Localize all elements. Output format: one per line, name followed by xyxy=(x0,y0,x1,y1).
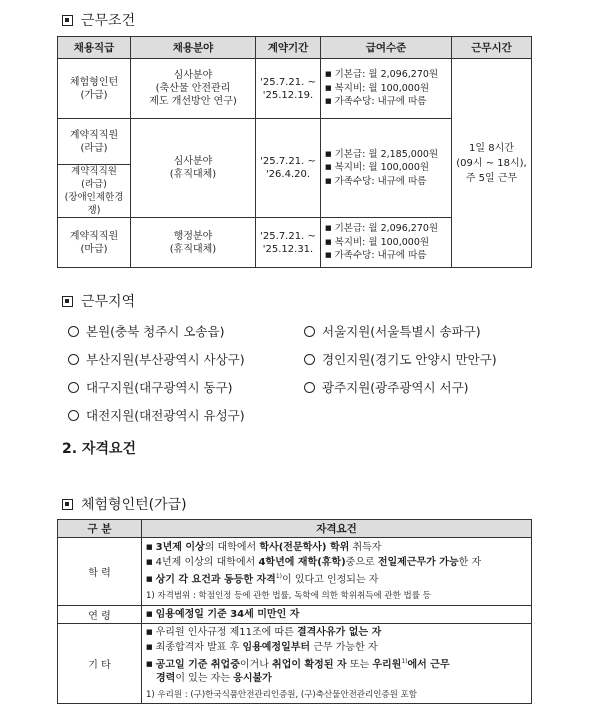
req-line: ■ 최종합격자 발표 후 임용예정일부터 근무 가능한 자 xyxy=(146,640,528,655)
label-education: 학 력 xyxy=(58,538,142,606)
square-bullet-icon xyxy=(62,15,73,26)
section-title: 근무조건 xyxy=(81,13,136,29)
pay-line: ■ 가족수당: 내규에 따름 xyxy=(325,95,448,109)
cell-period: '25.7.21. ~ '25.12.19. xyxy=(256,59,321,119)
pay-line: ■ 기본급: 월 2,096,270원 xyxy=(325,222,448,236)
education-footnote: 1) 자격범위 : 학점인정 등에 관한 법률, 독학에 의한 학위취득에 관한 법률 등 xyxy=(146,591,431,602)
region-item: 경인지원(경기도 안양시 만안구) xyxy=(304,350,497,368)
work-conditions-table xyxy=(57,36,532,268)
req-line: ■ 3년제 이상의 대학에서 학사(전문학사) 학위 취득자 xyxy=(146,540,528,555)
region-item: 서울지원(서울특별시 송파구) xyxy=(304,322,481,340)
cell-period: '25.7.21. ~ '26.4.20. xyxy=(256,119,321,218)
qualification-heading: 2. 자격요건 xyxy=(62,441,137,457)
label-etc: 기 타 xyxy=(58,624,142,704)
circle-bullet-icon xyxy=(304,382,315,393)
circle-bullet-icon xyxy=(304,326,315,337)
pay-line: ■ 기본급: 월 2,096,270원 xyxy=(325,68,448,82)
section-work-region xyxy=(62,291,135,311)
section-title: 체험형인턴(가급) xyxy=(81,497,187,513)
pay-line: ■ 기본급: 월 2,185,000원 xyxy=(325,148,448,162)
th-field: 채용분야 xyxy=(131,37,256,59)
cell-pay xyxy=(321,59,452,119)
section-title: 근무지역 xyxy=(81,294,136,310)
th-requirement: 자격요건 xyxy=(142,520,532,538)
th-period: 계약기간 xyxy=(256,37,321,59)
circle-bullet-icon xyxy=(304,354,315,365)
cell-rank: 계약직직원 (라급) xyxy=(58,119,131,165)
req-line: ■ 우리원 인사규정 제11조에 따른 결격사유가 없는 자 xyxy=(146,625,528,640)
circle-bullet-icon xyxy=(68,326,79,337)
cell-field: 행정분야 (휴직대체) xyxy=(131,218,256,268)
square-bullet-icon xyxy=(62,296,73,307)
circle-bullet-icon xyxy=(68,382,79,393)
section-intern xyxy=(62,494,187,514)
section-work-conditions xyxy=(62,10,135,30)
circle-bullet-icon xyxy=(68,354,79,365)
cell-pay xyxy=(321,218,452,268)
cell-hours: 1일 8시간 (09시 ~ 18시), 주 5일 근무 xyxy=(452,59,532,268)
qualification-table xyxy=(57,519,532,704)
cell-period: '25.7.21. ~ '25.12.31. xyxy=(256,218,321,268)
th-pay: 급여수준 xyxy=(321,37,452,59)
age-requirement: ■ 임용예정일 기준 34세 미만인 자 xyxy=(142,606,532,624)
th-hours: 근무시간 xyxy=(452,37,532,59)
circle-bullet-icon xyxy=(68,410,79,421)
pay-line: ■ 가족수당: 내규에 따름 xyxy=(325,175,448,189)
region-item: 대구지원(대구광역시 동구) xyxy=(68,378,233,396)
cell-pay xyxy=(321,119,452,218)
pay-line: ■ 복지비: 월 100,000원 xyxy=(325,82,448,96)
th-rank: 채용직급 xyxy=(58,37,131,59)
req-line: ■ 4년제 이상의 대학에서 4학년에 재학(휴학)중으로 전일제근무가 가능한 자 xyxy=(146,555,528,570)
cell-field: 심사분야 (축산물 안전관리 제도 개선방안 연구) xyxy=(131,59,256,119)
th-category: 구 분 xyxy=(58,520,142,538)
education-requirements xyxy=(142,538,532,606)
req-line-cont: 경력이 있는 자는 응시불가 xyxy=(156,673,272,685)
pay-line: ■ 가족수당: 내규에 따름 xyxy=(325,249,448,263)
region-item: 광주지원(광주광역시 서구) xyxy=(304,378,469,396)
cell-rank: 체험형인턴 (가급) xyxy=(58,59,131,119)
cell-rank: 계약직직원 (라급) (장애인제한경쟁) xyxy=(58,165,131,218)
cell-field: 심사분야 (휴직대체) xyxy=(131,119,256,218)
etc-requirements xyxy=(142,624,532,704)
pay-line: ■ 복지비: 월 100,000원 xyxy=(325,161,448,175)
region-item: 본원(충북 청주시 오송읍) xyxy=(68,322,224,340)
req-line: ■ 공고일 기준 취업중이거나 취업이 확정된 자 또는 우리원$^{1)}$에서 근무 xyxy=(146,655,528,672)
square-bullet-icon xyxy=(62,499,73,510)
cell-rank: 계약직직원 (마급) xyxy=(58,218,131,268)
etc-footnote: 1) 우리원 : (구)한국식품안전관리인증원, (구)축산물안전관리인증원 포함 xyxy=(146,690,417,701)
label-age: 연 령 xyxy=(58,606,142,624)
req-line: ■ 상기 각 요건과 동등한 자격$^{1)}$이 있다고 인정되는 자 xyxy=(146,570,528,587)
region-item: 부산지원(부산광역시 사상구) xyxy=(68,350,245,368)
pay-line: ■ 복지비: 월 100,000원 xyxy=(325,236,448,250)
region-item: 대전지원(대전광역시 유성구) xyxy=(68,406,245,424)
